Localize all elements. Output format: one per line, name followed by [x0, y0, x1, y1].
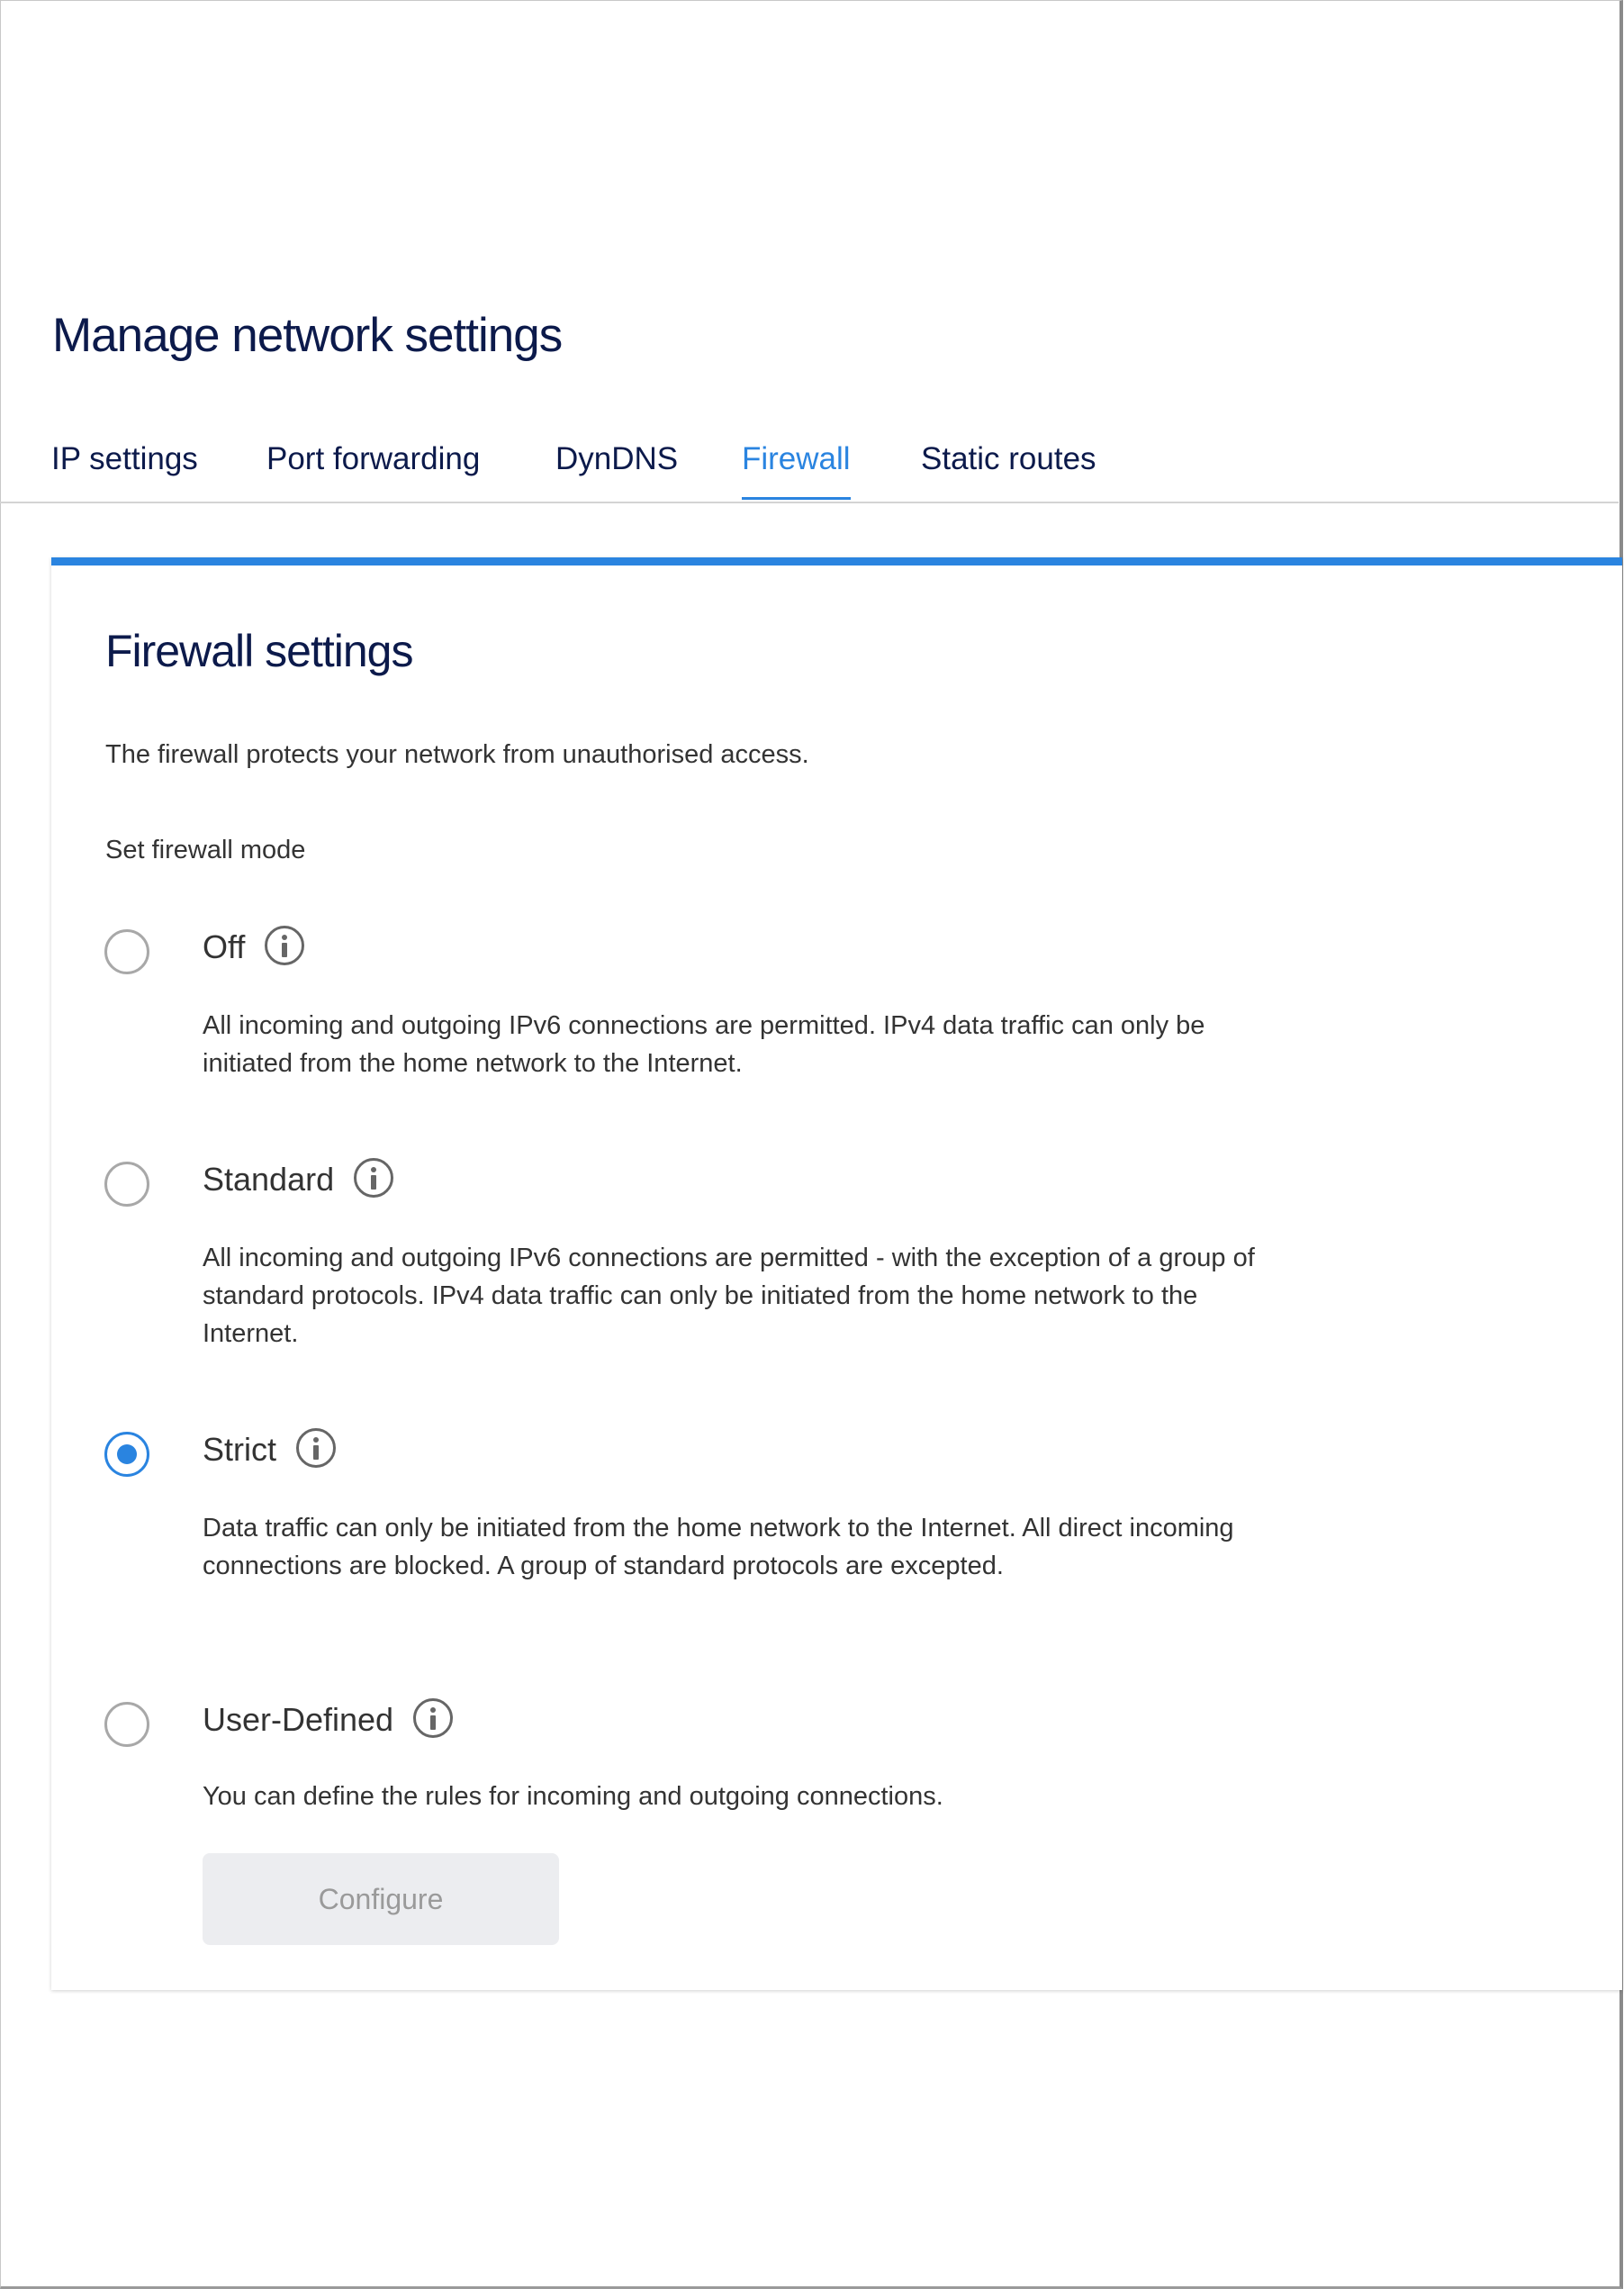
card-description: The firewall protects your network from unauthorised access.	[105, 740, 809, 769]
mode-label: Set firewall mode	[105, 836, 306, 864]
option-standard	[203, 1161, 393, 1201]
option-strict	[203, 1431, 336, 1471]
info-icon[interactable]	[413, 1698, 453, 1738]
firewall-settings-card	[51, 557, 1622, 1990]
tab-dyndns[interactable]: DynDNS	[555, 441, 679, 476]
info-icon[interactable]	[265, 926, 304, 965]
option-off	[203, 928, 304, 969]
card-title: Firewall settings	[105, 626, 413, 676]
tab-static-routes[interactable]: Static routes	[921, 441, 1096, 476]
option-description: All incoming and outgoing IPv6 connections are permitted. IPv4 data traffic can only be initiated from the home network to the Internet.	[203, 1011, 1205, 1078]
tab-firewall[interactable]: Firewall	[742, 441, 851, 500]
radio-user-defined[interactable]	[104, 1702, 149, 1747]
option-user-defined	[203, 1701, 453, 1742]
info-icon[interactable]	[296, 1428, 336, 1468]
option-description: Data traffic can only be initiated from the home network to the Internet. All direct incoming connections are blocked. A group of standard protocols are excepted.	[203, 1514, 1234, 1580]
tab-bar	[0, 432, 1619, 503]
tab-ip-settings[interactable]: IP settings	[51, 441, 198, 476]
radio-off[interactable]	[104, 929, 149, 974]
tab-port-forwarding[interactable]: Port forwarding	[266, 441, 481, 476]
radio-standard[interactable]	[104, 1162, 149, 1207]
option-description: All incoming and outgoing IPv6 connections are permitted - with the exception of a group of standard protocols. IPv4 data traffic can only be initiated from the home network to the Internet.	[203, 1244, 1255, 1348]
option-label: User-Defined	[203, 1701, 394, 1738]
option-label: Standard	[203, 1161, 335, 1198]
configure-button[interactable]: Configure	[203, 1853, 559, 1945]
info-icon[interactable]	[354, 1158, 393, 1198]
option-description: You can define the rules for incoming and outgoing connections.	[203, 1782, 943, 1811]
radio-strict[interactable]	[104, 1432, 149, 1477]
page-title: Manage network settings	[52, 309, 563, 362]
option-label: Strict	[203, 1431, 277, 1468]
option-label: Off	[203, 928, 246, 965]
